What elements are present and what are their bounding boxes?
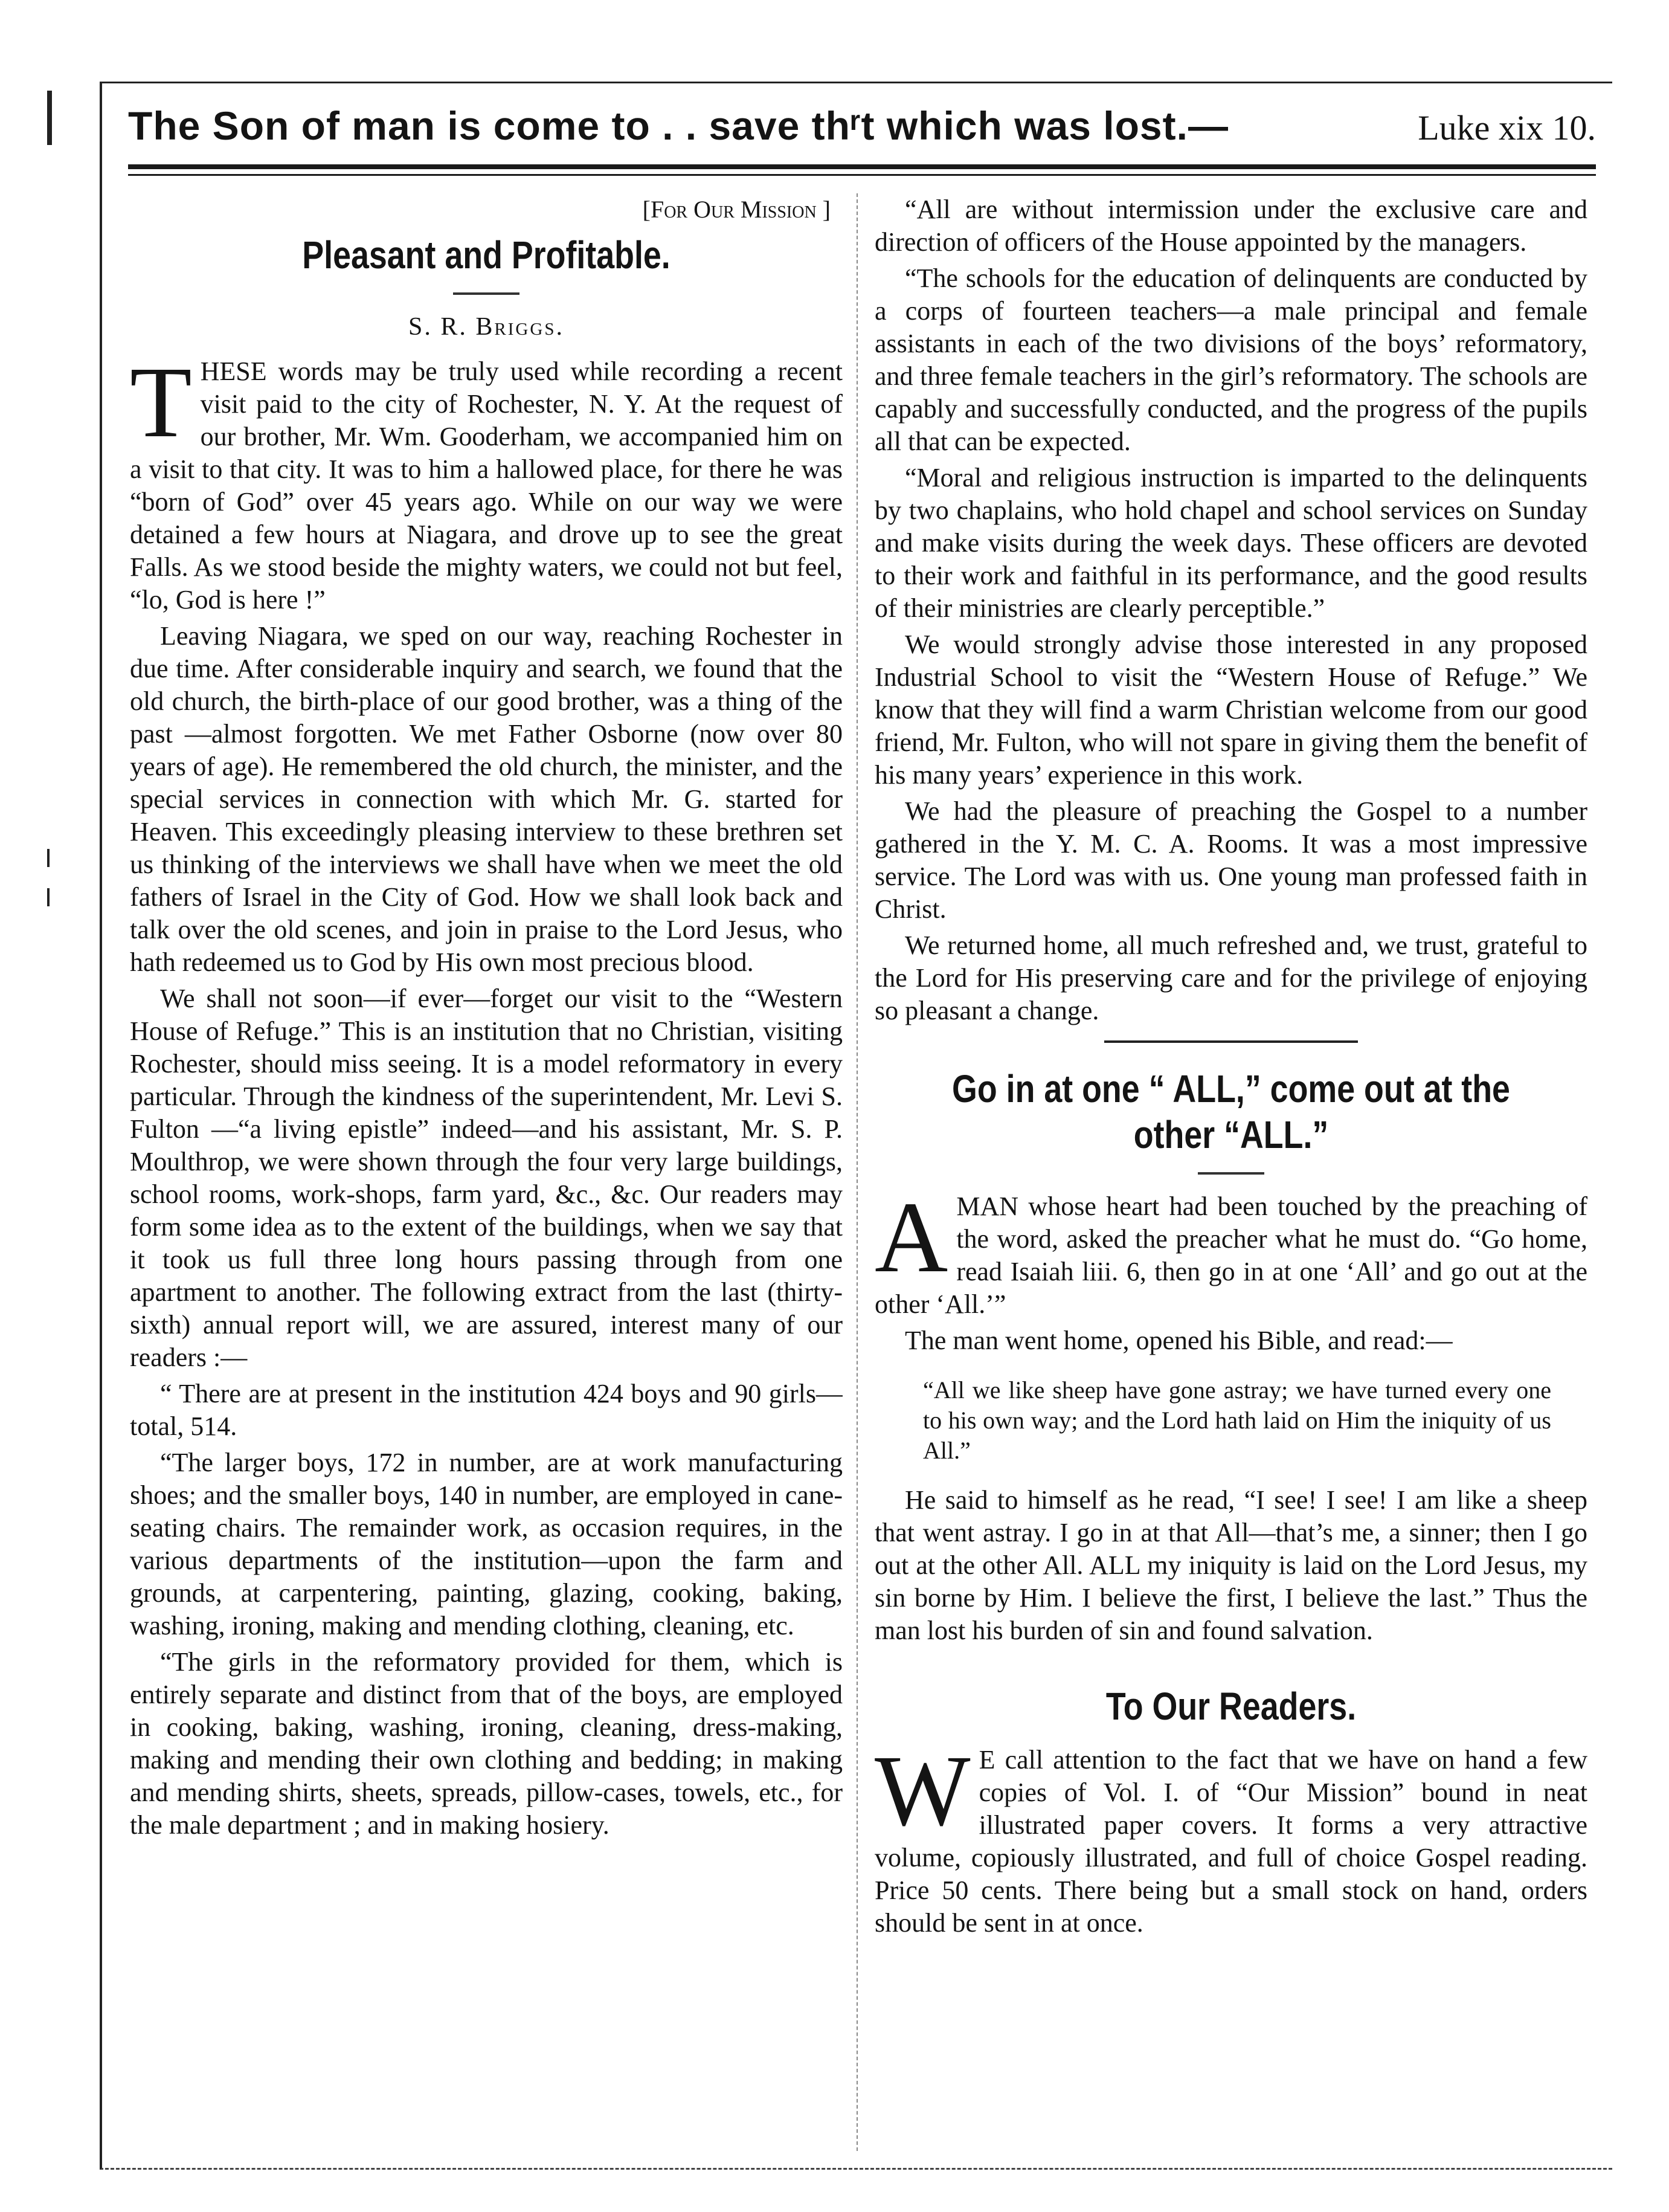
margin-mark [47, 91, 52, 145]
drop-cap: T [130, 346, 192, 459]
paragraph: We returned home, all much refreshed and, we trust, grateful to the Lord for His preserving care and for the privilege of enjoying so pleasant a change. [875, 930, 1587, 1025]
drop-cap: W [875, 1735, 971, 1847]
paragraph: We would strongly advise those interested in any proposed Industrial School to visit the “Western House of Refuge.” We know that they will find a warm Christian welcome from our good friend, Mr. Fulton, who will not spare in giving them the benefit of his many years’ experience in this work. [875, 630, 1587, 790]
margin-mark [47, 888, 50, 906]
masthead-rule-thin [128, 174, 1596, 176]
drop-cap: A [875, 1181, 948, 1294]
article-title: To Our Readers. [1105, 1685, 1357, 1728]
article-title: Go in at one “ ALL,” come out at the other “ALL.” [952, 1067, 1510, 1156]
title-rule [453, 292, 519, 295]
paragraph: “All are without intermission under the exclusive care and direction of officers of the House appointed by the managers. [875, 195, 1587, 257]
paragraph: “The girls in the reformatory provided for them, which is entirely separate and distinct from that of the boys, are employed in cooking, baking, washing, ironing, cleaning, dress-making, making and mending their own clothing and bedding; in making and mending shirts, sheets, spreads, pillow-cases, towels, etc., for the male department ; and in making hosiery. [130, 1647, 843, 1840]
paragraph: THESE words may be truly used while recording a recent visit paid to the city of Rochester, N. Y. At the request of our brother, Mr. Wm. Gooderham, we accompanied him on a visit to that city. It was to him a hallowed place, for there he was “born of God” over 45 years ago. While on our way we were detained a few hours at Niagara, and drove up to see the great Falls. As we stood beside the mighty waters, we could not but feel, “lo, God is here !” [130, 346, 843, 614]
paragraph: We had the pleasure of preaching the Gospel to a number gathered in the Y. M. C. A. Rooms. It was a most impressive service. The Lord was with us. One young man professed faith in Christ. [875, 796, 1587, 924]
paragraph: The man went home, opened his Bible, and read:— [905, 1326, 1453, 1355]
paragraph: We shall not soon—if ever—forget our visit to the “Western House of Refuge.” This is an institution that no Christian, visiting Rochester, should miss seeing. It is a model reformatory in every particular. Through the kindness of the superintendent, Mr. Levi S. Fulton —“a living epistle” indeed—and his assistant, Mr. S. P. Moulthrop, we were shown through the four very large buildings, school rooms, work-shops, farm yard, &c., &c. Our readers may form some idea as to the extent of the buildings, when we say that it took us full three long hours passing through from one apartment to another. The following extract from the last (thirty-sixth) annual report will, we are assured, interest many of our readers :— [130, 984, 843, 1372]
masthead [128, 103, 1596, 169]
column-divider [857, 193, 858, 2151]
section-divider [1104, 1040, 1358, 1043]
scripture-quote: “All we like sheep have gone astray; we have turned every one to his own way; and the Lord hath laid on Him the iniquity of us All.” [923, 1376, 1551, 1464]
paragraph: “Moral and religious instruction is imparted to the delinquents by two chaplains, who hold chapel and school services on Sunday and make visits during the week days. These officers are devoted to their work and faithful in its performance, and the good results of their ministries are clearly perceptible.” [875, 463, 1587, 623]
masthead-rule [128, 164, 1596, 169]
masthead-reference: Luke xix 10. [1418, 108, 1596, 147]
left-column [130, 193, 843, 2163]
paragraph: AMAN whose heart had been touched by the preaching of the word, asked the preacher what he must do. “Go home, read Isaiah liii. 6, then go in at one ‘All’ and go out at the other ‘All.’” [875, 1181, 1587, 1319]
paragraph: “The schools for the education of delinquents are conducted by a corps of fourteen teachers—a male principal and female assistants in each of the two divisions of the boys’ reformatory, and three female teachers in the girl’s reformatory. The schools are capably and successfully conducted, and the progress of the pupils all that can be expected. [875, 263, 1587, 456]
right-column [875, 193, 1587, 2163]
paragraph: “The larger boys, 172 in number, are at work manufacturing shoes; and the smaller boys, 140 in number, are employed in cane-seating chairs. The remainder work, as occasion requires, in the various departments of the institution—upon the farm and grounds, at carpentering, painting, glazing, cooking, baking, washing, ironing, making and mending clothing, cleaning, etc. [130, 1448, 843, 1640]
article-author: S. R. Briggs. [408, 313, 564, 341]
article-title: Pleasant and Profitable. [302, 233, 670, 277]
title-rule [1198, 1172, 1264, 1175]
article-attribution: [For Our Mission ] [642, 196, 831, 223]
paragraph: Leaving Niagara, we sped on our way, reaching Rochester in due time. After considerable inquiry and search, we found that the old church, the birth-place of our good brother, was a thing of the past —almost forgotten. We met Father Osborne (now over 80 years of age). He remembered the old church, the minister, and the special services in connection with which Mr. G. started for Heaven. This exceedingly pleasing interview to these brethren set us thinking of the interviews we shall have when we meet the old fathers of Israel in the City of God. How we shall look back and talk over the old scenes, and join in praise to the Lord Jesus, who hath redeemed us to God by His own most precious blood. [130, 621, 843, 977]
paragraph: He said to himself as he read, “I see! I see! I am like a sheep that went astray. I go in at that All—that’s me, a sinner; then I go out at the other All. ALL my iniquity is laid on the Lord Jesus, my sin borne by Him. I believe the first, I believe the last.” Thus the man lost his burden of sin and found salvation. [875, 1485, 1587, 1645]
masthead-quote: The Son of man is come to . . save thʳt which was lost.— [128, 103, 1229, 148]
paragraph: W E call attention to the fact that we have on hand a few copies of Vol. I. of “Our Mission” bound in neat illustrated paper covers. It forms a very attractive volume, copiously illustrated, and full of choice Gospel reading. Price 50 cents. There being but a small stock on hand, orders should be sent in at once. [875, 1735, 1587, 1938]
paragraph: “ There are at present in the institution 424 boys and 90 girls—total, 514. [130, 1379, 843, 1441]
margin-mark [47, 849, 50, 867]
